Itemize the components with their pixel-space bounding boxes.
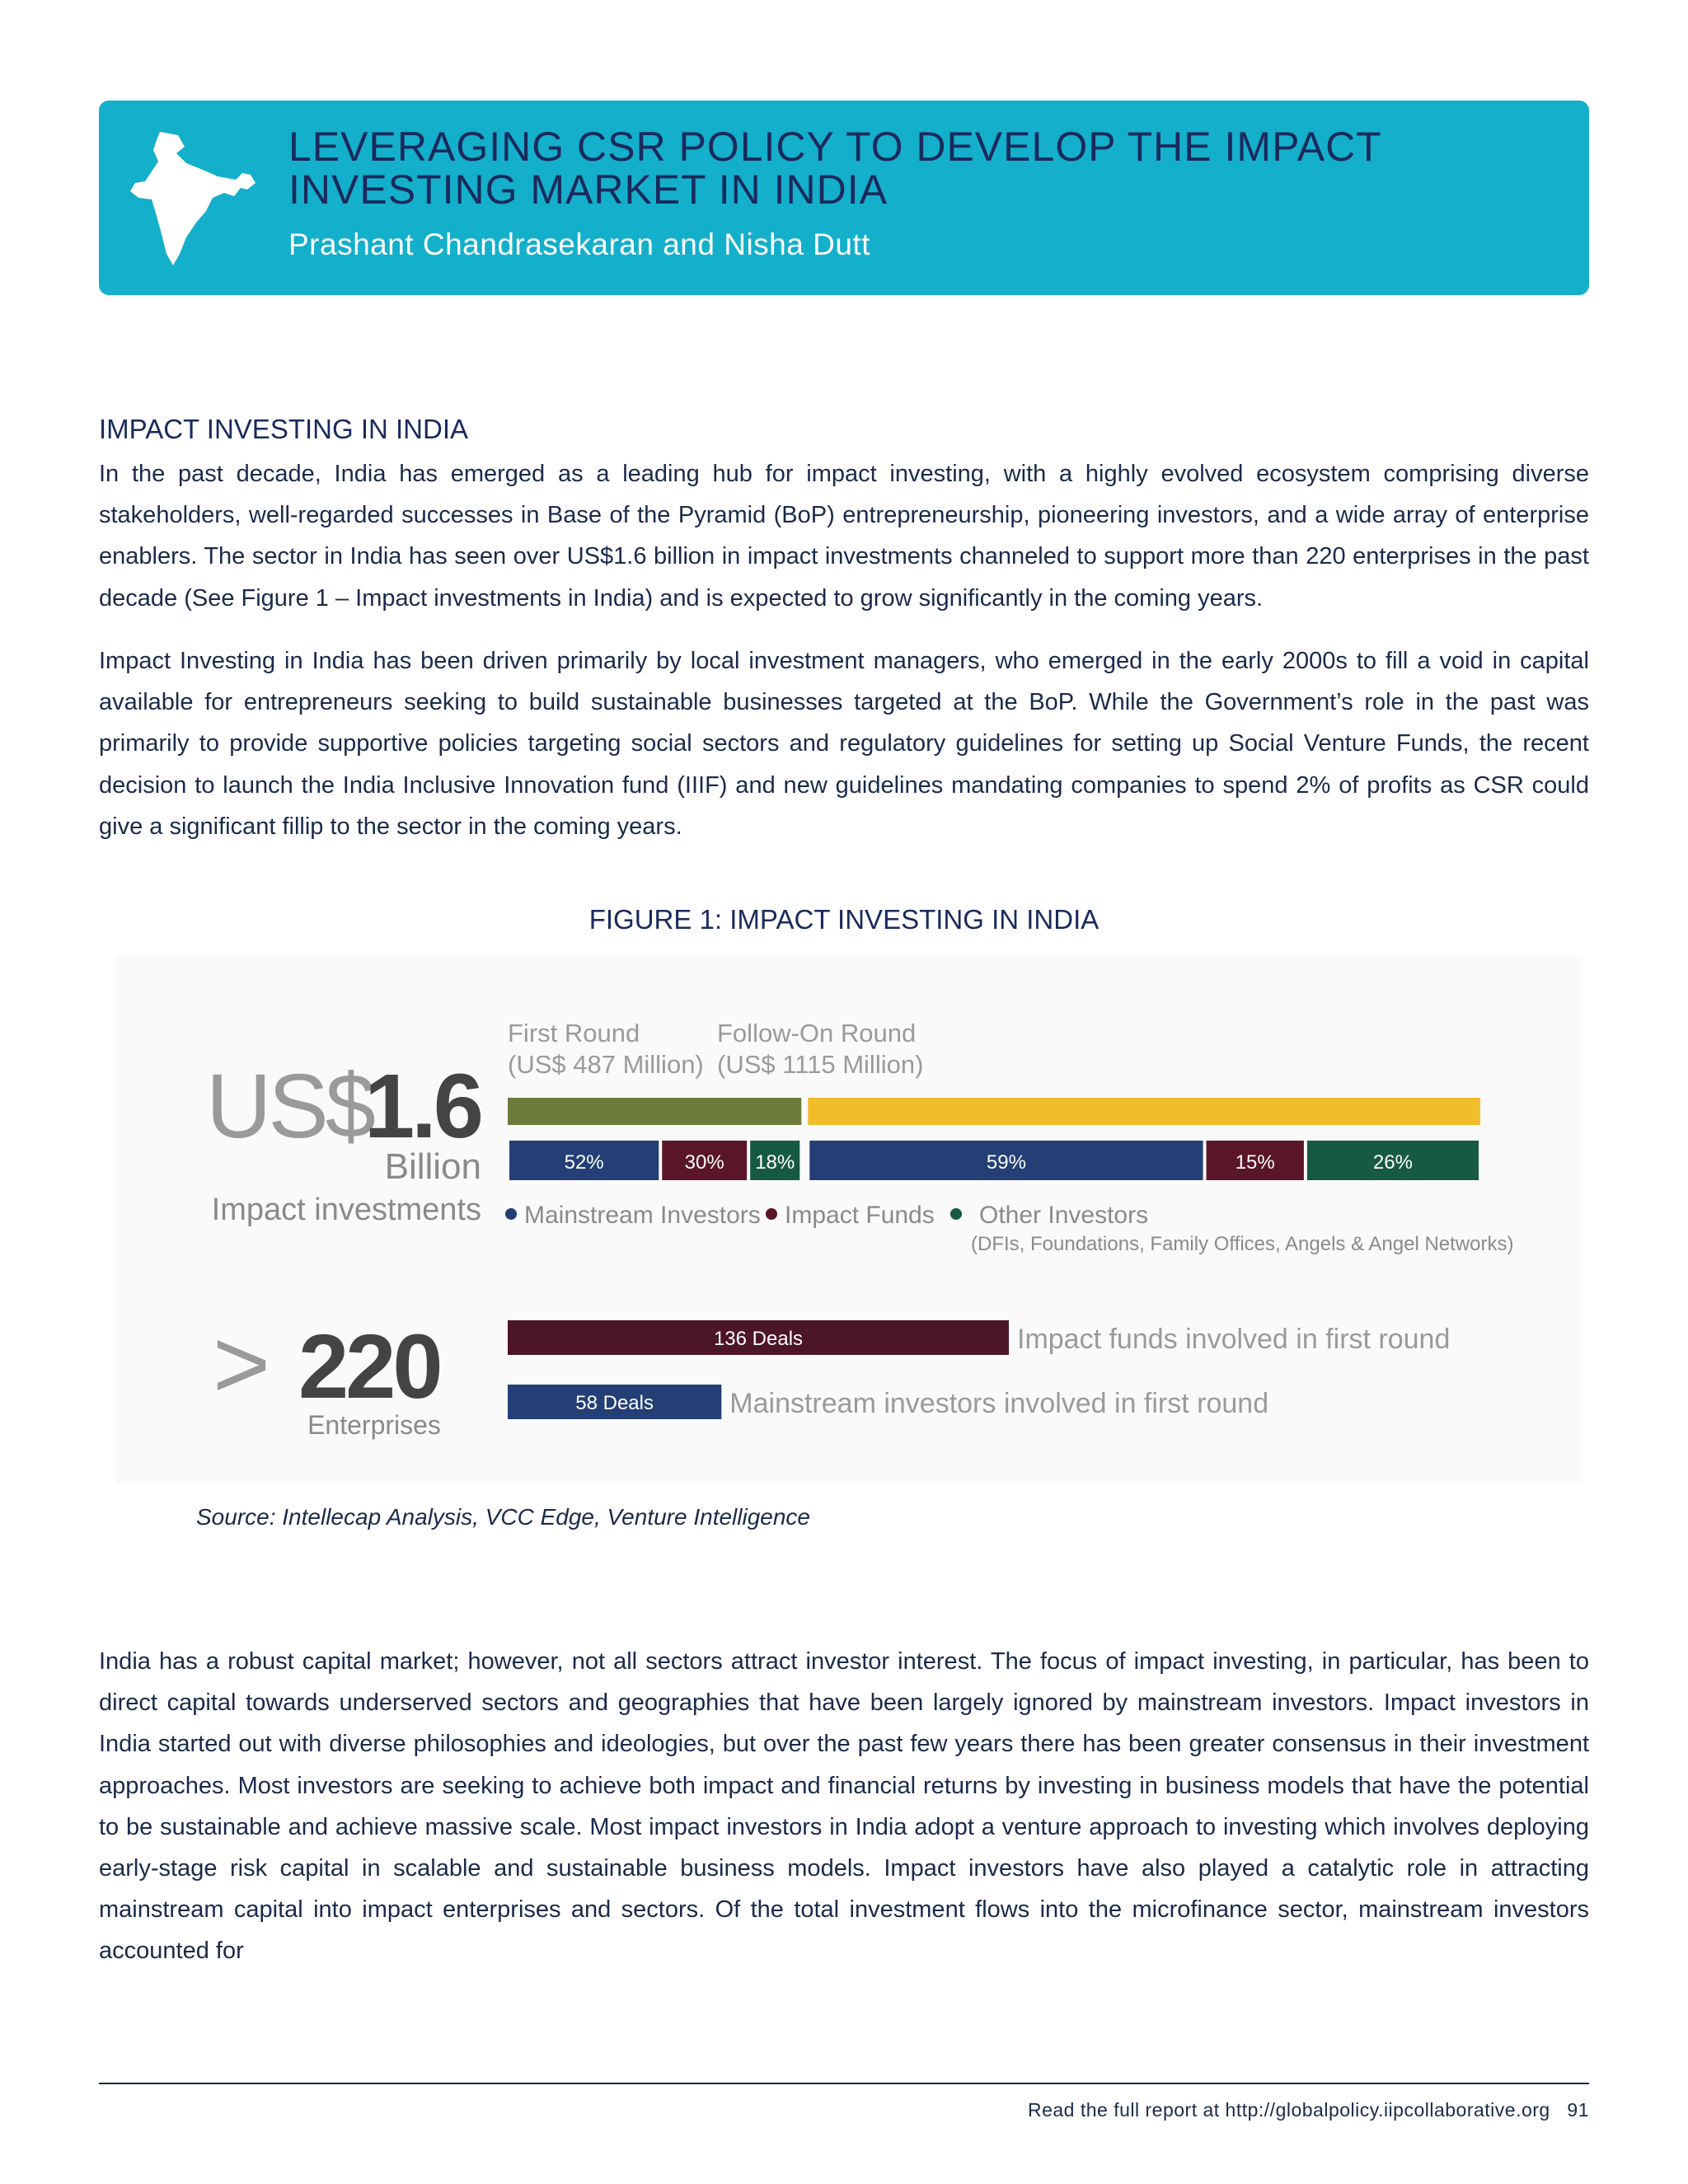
split-bar-label: 59% — [986, 1151, 1026, 1174]
headline-prefix: US$ — [206, 1056, 373, 1157]
split-bar-label: 18% — [755, 1151, 795, 1174]
legend-other: Other Investors — [979, 1202, 1149, 1229]
footer-divider — [99, 2083, 1589, 2084]
headline-2-value: 220 — [298, 1316, 440, 1418]
footer-link-text: Read the full report at http://globalpolicy.iipcollaborative.org — [1027, 2099, 1550, 2121]
legend-impact: Impact Funds — [785, 1202, 935, 1229]
round-amount: (US$ 487 Million) — [508, 1050, 704, 1079]
legend-dot-impact — [766, 1208, 777, 1220]
legend-dot-other — [950, 1208, 962, 1220]
page-number: 91 — [1567, 2099, 1589, 2121]
headline-caption: Impact investments — [211, 1193, 481, 1227]
paragraph: Impact Investing in India has been driven primarily by local investment managers, who emerged in the early 2000s to fill a void in capital available for entrepreneurs seeking to build sustainable businesses targeted at the BoP. While the Government’s role in the past was primarily to provide supportive policies targeting social sectors and regulatory guidelines for setting up Social Venture Funds, the recent decision to launch the India Inclusive Innovation fund (IIIF) and new guidelines mandating companies to spend 2% of profits as CSR could give a significant fillip to the sector in the coming years. — [99, 648, 1589, 840]
headline-unit: Billion — [384, 1146, 481, 1187]
split-bar-label: 26% — [1372, 1151, 1413, 1174]
deal-description: Impact funds involved in first round — [1017, 1324, 1451, 1355]
figure-source: Source: Intellecap Analysis, VCC Edge, Venture Intelligence — [196, 1504, 811, 1530]
round-label: First Round — [508, 1019, 640, 1047]
legend-dot-mainstream — [505, 1208, 517, 1220]
footer — [1028, 2099, 1589, 2121]
deal-bar-label: 58 Deals — [575, 1392, 654, 1414]
round-bar — [808, 1098, 1480, 1125]
authors: Prashant Chandrasekaran and Nisha Dutt — [288, 227, 870, 261]
legend-mainstream: Mainstream Investors — [524, 1202, 761, 1229]
split-bar-label: 15% — [1235, 1151, 1275, 1174]
split-bar-label: 52% — [564, 1151, 604, 1174]
paragraph: In the past decade, India has emerged as a leading hub for impact investing, with a highly evolved ecosystem comprising diverse stakeholders, well-regarded successes in Base of the Pyramid (BoP) entrepreneurship, pioneering investors, and a wide array of enterprise enablers. The sector in India has seen over US$1.6 billion in impact investments channeled to support more than 220 enterprises in the past decade (See Figure 1 – Impact investments in India) and is expected to grow significantly in the coming years. — [99, 461, 1589, 612]
figure-title: FIGURE 1: IMPACT INVESTING IN INDIA — [588, 904, 1100, 935]
legend-other-note: (DFIs, Foundations, Family Offices, Angels & Angel Networks) — [971, 1233, 1514, 1255]
round-label: Follow-On Round — [717, 1019, 917, 1047]
headline-2-caption: Enterprises — [307, 1410, 441, 1440]
deal-description: Mainstream investors involved in first round — [729, 1388, 1269, 1419]
round-amount: (US$ 1115 Million) — [717, 1050, 924, 1079]
page-title: LEVERAGING CSR POLICY TO DEVELOP THE IMPACT INVESTING MARKET IN INDIA — [288, 124, 1381, 213]
paragraph: India has a robust capital market; however, not all sectors attract investor interest. The focus of impact investing, in particular, has been to direct capital towards underserved sectors and geographies that have been largely ignored by mainstream investors. Impact investors in India started out with diverse philosophies and ideologies, but over the past few years there has been greater consensus in their investment approaches. Most investors are seeking to achieve both impact and financial returns by investing in business models that have the potential to be sustainable and achieve massive scale. Most impact investors in India adopt a venture approach to investing which involves deploying early-stage risk capital in scalable and sustainable business models. Impact investors have also played a catalytic role in attracting mainstream capital into impact enterprises and sectors. Of the total investment flows into the microfinance sector, mainstream investors accounted for — [99, 1648, 1589, 1965]
headline-2-prefix: > — [213, 1309, 271, 1419]
split-bar-label: 30% — [684, 1151, 724, 1174]
deal-bar-label: 136 Deals — [713, 1328, 804, 1350]
headline-value: 1.6 — [364, 1056, 481, 1157]
section-heading: IMPACT INVESTING IN INDIA — [99, 414, 468, 444]
round-bar — [508, 1098, 801, 1125]
